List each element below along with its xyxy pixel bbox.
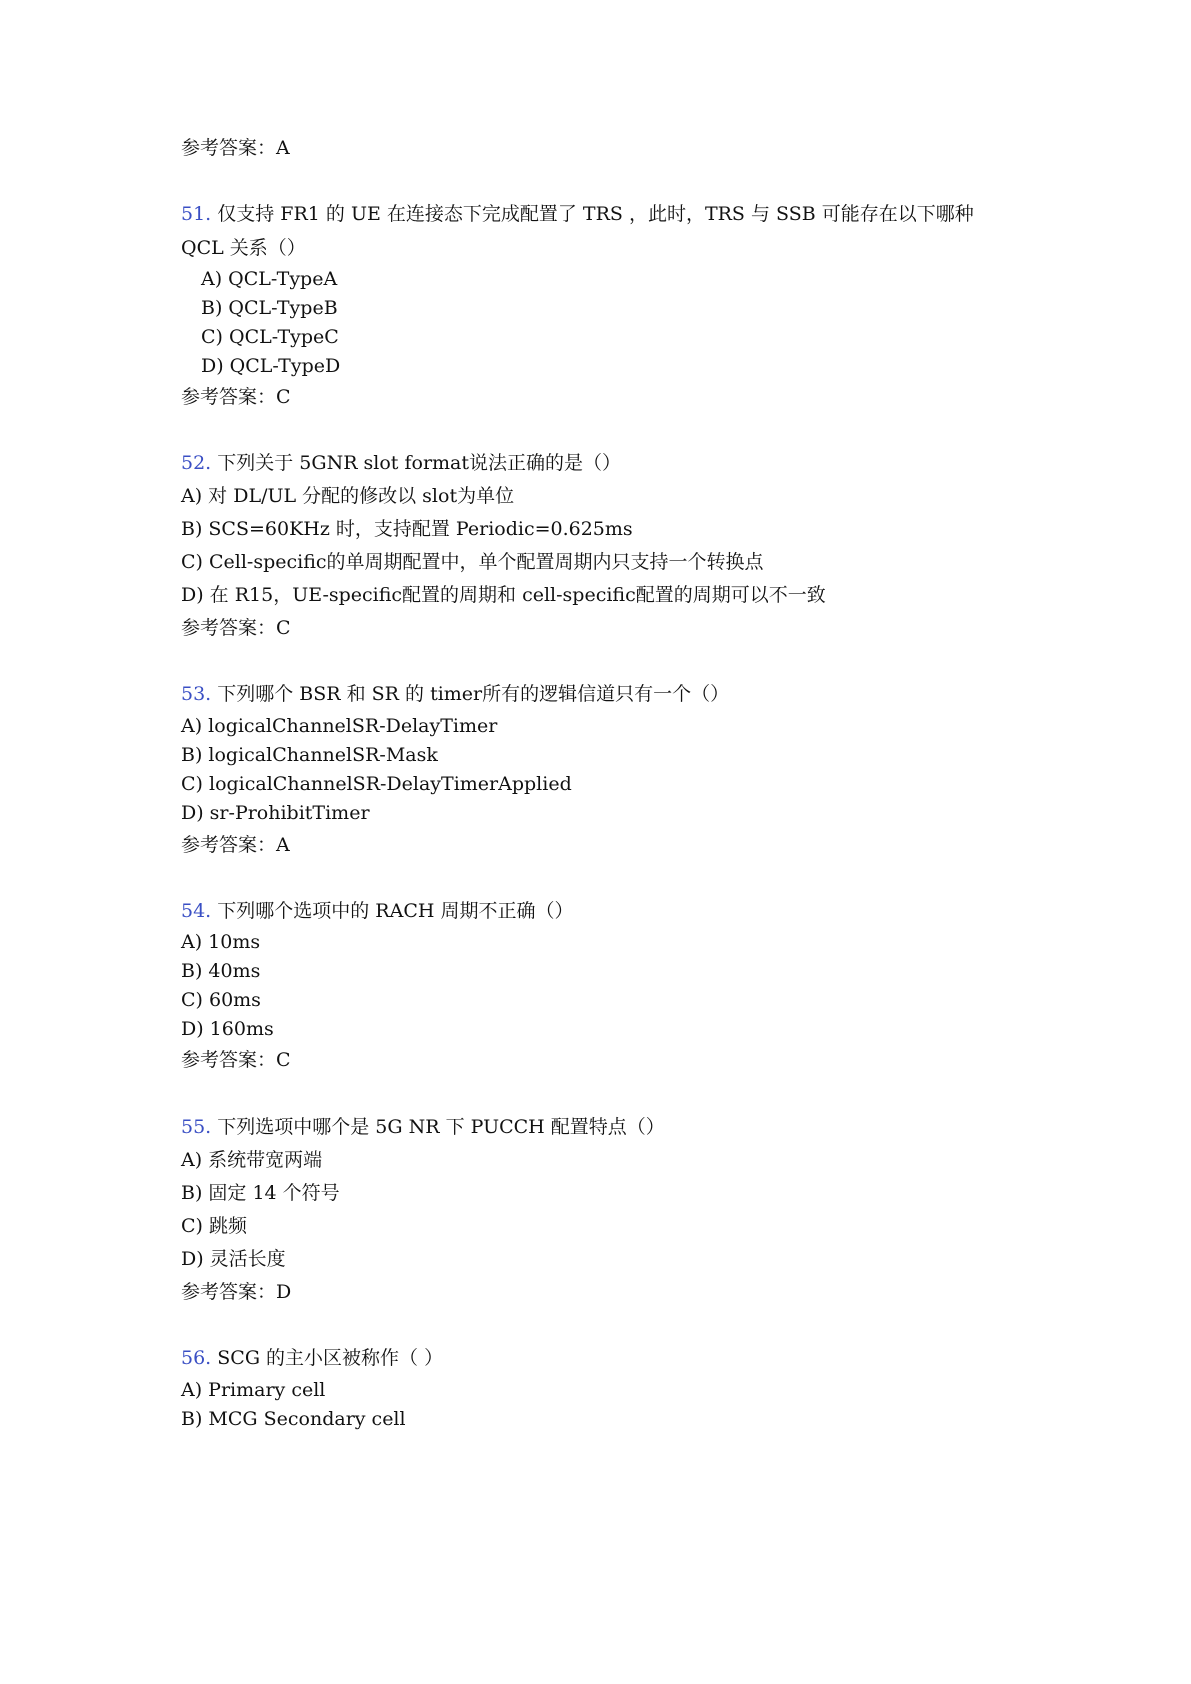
question-number: 55. [181, 1116, 212, 1138]
answer-line: 参考答案：C [181, 617, 291, 639]
question-number: 54. [181, 900, 212, 922]
question-number: 51. [181, 203, 212, 225]
answer-line: 参考答案：A [181, 137, 290, 159]
option-b: B) SCS=60KHz 时，支持配置 Periodic=0.625ms [181, 518, 633, 540]
option-b: B) MCG Secondary cell [181, 1408, 406, 1430]
question-56: 56. SCG 的主小区被称作（ ） [181, 1347, 444, 1369]
option-b: B) 固定 14 个符号 [181, 1182, 340, 1204]
option-b: B) 40ms [181, 960, 261, 982]
option-d: D) 160ms [181, 1018, 274, 1040]
question-53: 53. 下列哪个 BSR 和 SR 的 timer所有的逻辑信道只有一个（） [181, 683, 730, 705]
question-51: 51. 仅支持 FR1 的 UE 在连接态下完成配置了 TRS ，此时，TRS 与 SSB 可能存在以下哪种 [181, 203, 974, 225]
option-a: A) logicalChannelSR-DelayTimer [181, 715, 498, 737]
question-52: 52. 下列关于 5GNR slot format说法正确的是（） [181, 452, 622, 474]
option-a: A) 10ms [181, 931, 261, 953]
option-c: C) QCL-TypeC [201, 326, 339, 348]
option-a: A) Primary cell [181, 1379, 326, 1401]
option-a: A) QCL-TypeA [201, 268, 338, 290]
question-number: 52. [181, 452, 212, 474]
option-c: C) logicalChannelSR-DelayTimerApplied [181, 773, 572, 795]
option-a: A) 对 DL/UL 分配的修改以 slot为单位 [181, 485, 515, 507]
option-b: B) QCL-TypeB [201, 297, 338, 319]
answer-line: 参考答案：C [181, 1049, 291, 1071]
option-b: B) logicalChannelSR-Mask [181, 744, 438, 766]
option-c: C) 跳频 [181, 1215, 247, 1237]
option-c: C) 60ms [181, 989, 261, 1011]
option-c: C) Cell-specific的单周期配置中，单个配置周期内只支持一个转换点 [181, 551, 764, 573]
option-d: D) QCL-TypeD [201, 355, 341, 377]
answer-line: 参考答案：A [181, 834, 290, 856]
option-d: D) 灵活长度 [181, 1248, 286, 1270]
answer-line: 参考答案：D [181, 1281, 292, 1303]
question-51-cont: QCL 关系（） [181, 237, 306, 259]
question-55: 55. 下列选项中哪个是 5G NR 下 PUCCH 配置特点（） [181, 1116, 665, 1138]
question-number: 56. [181, 1347, 212, 1369]
question-54: 54. 下列哪个选项中的 RACH 周期不正确（） [181, 900, 574, 922]
option-a: A) 系统带宽两端 [181, 1149, 323, 1171]
question-number: 53. [181, 683, 212, 705]
option-d: D) sr-ProhibitTimer [181, 802, 370, 824]
answer-line: 参考答案：C [181, 386, 291, 408]
option-d: D) 在 R15，UE-specific配置的周期和 cell-specific配置的周期可以不一致 [181, 584, 826, 606]
